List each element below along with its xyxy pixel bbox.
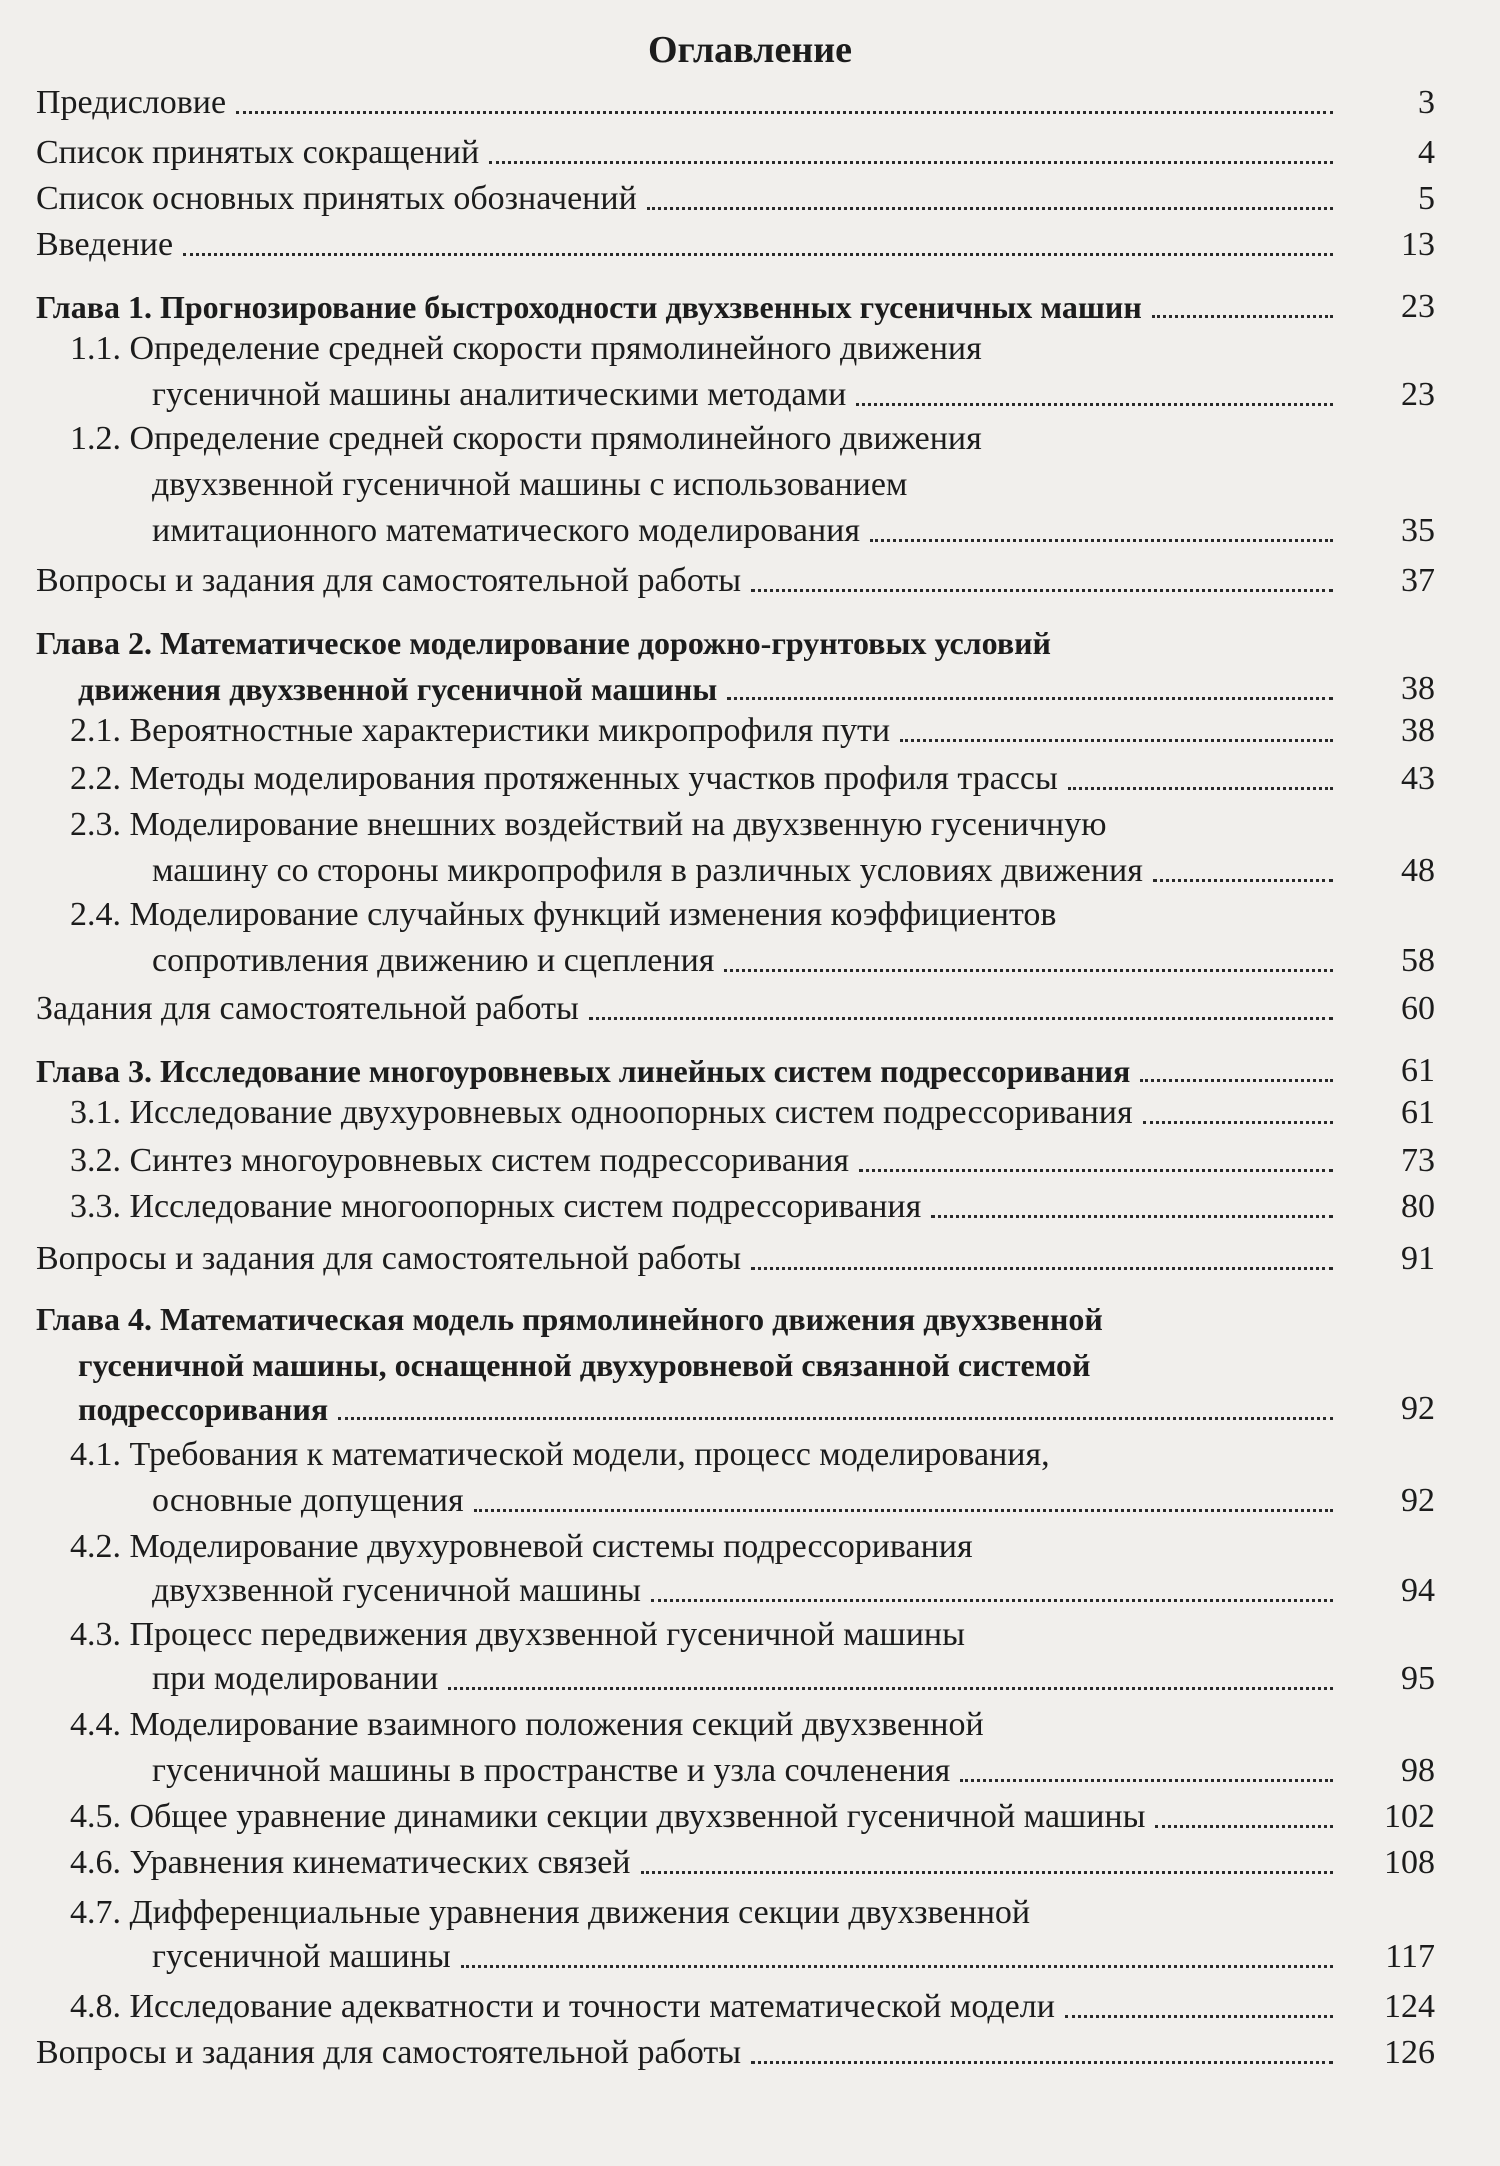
toc-chapter-line [36,284,1345,330]
dot-leader [647,207,1333,210]
toc-entry-line [70,802,1435,848]
toc-page-number: 92 [1401,1390,1435,1427]
toc-page-number: 108 [1384,1844,1435,1881]
toc-page-number: 102 [1384,1798,1435,1835]
toc-page-number: 4 [1418,134,1435,171]
toc-page-number: 92 [1401,1482,1435,1519]
toc-entry-line [152,1568,1345,1614]
toc-page-number: 126 [1384,2034,1435,2071]
toc-entry-text: 3.2. Синтез многоуровневых систем подрессоривания [70,1142,850,1179]
toc-page-number: 95 [1401,1660,1435,1697]
toc-entry-line [70,1702,1435,1748]
dot-leader [474,1509,1333,1512]
toc-page-number: 61 [1401,1094,1435,1131]
toc-entry-text: 4.8. Исследование адекватности и точности математической модели [70,1988,1055,2025]
toc-page-number: 58 [1401,942,1435,979]
toc-entry-text: двухзвенной гусеничной машины с использованием [152,466,908,503]
toc-page-number: 23 [1401,288,1435,325]
toc-entry-line [152,1934,1345,1980]
toc-entry-line [36,176,1345,222]
toc-page-number: 35 [1401,512,1435,549]
toc-entry-line [70,1794,1345,1840]
toc-page-number: 94 [1401,1572,1435,1609]
toc-entry-text: 4.5. Общее уравнение динамики секции двухзвенной гусеничной машины [70,1798,1146,1835]
toc-entry-line [70,1890,1435,1936]
toc-entry-line [70,1840,1345,1886]
toc-entry-line [152,1656,1345,1702]
toc-entry-line [70,892,1435,938]
toc-entry-text: 2.4. Моделирование случайных функций изменения коэффициентов [70,896,1057,933]
dot-leader [724,969,1333,972]
toc-entry-text: 4.7. Дифференциальные уравнения движения секции двухзвенной [70,1894,1031,1931]
dot-leader [931,1215,1333,1218]
toc-entry-text: Введение [36,226,174,263]
toc-entry-text: при моделировании [152,1660,439,1697]
dot-leader [960,1779,1333,1782]
toc-page-number: 3 [1418,84,1435,121]
toc-entry-line [152,1748,1345,1794]
toc-entry-line [36,2030,1345,2076]
toc-entry-text: Предисловие [36,84,227,121]
toc-page-number: 80 [1401,1188,1435,1225]
toc-entry-text: гусеничной машины в пространстве и узла сочленения [152,1752,951,1789]
toc-entry-line [152,938,1345,984]
toc-chapter-line [36,1048,1345,1094]
toc-entry-text: 4.3. Процесс передвижения двухзвенной гусеничной машины [70,1616,965,1653]
toc-entry-text: Глава 4. Математическая модель прямолинейного движения двухзвенной [36,1301,1103,1337]
toc-entry-text: имитационного математического моделирования [152,512,860,549]
toc-page-number: 117 [1385,1938,1435,1975]
toc-entry-text: движения двухзвенной гусеничной машины [78,671,718,707]
toc-entry-text: Вопросы и задания для самостоятельной работы [36,2034,742,2071]
dot-leader [1065,2015,1333,2018]
dot-leader [236,111,1333,114]
toc-entry-line [70,1432,1435,1478]
toc-page-number: 73 [1401,1142,1435,1179]
toc-entry-line [36,1236,1345,1282]
dot-leader [641,1871,1334,1874]
toc-entry-text: 2.1. Вероятностные характеристики микропрофиля пути [70,712,891,749]
toc-entry-line [70,1984,1345,2030]
toc-entry-text: основные допущения [152,1482,464,1519]
toc-page-number: 60 [1401,990,1435,1027]
toc-entry-text: гусеничной машины аналитическими методами [152,376,847,413]
toc-entry-text: Список принятых сокращений [36,134,480,171]
dot-leader [489,161,1333,164]
toc-chapter-line [36,1296,1435,1342]
toc-page-number: 38 [1401,712,1435,749]
toc-page-number: 37 [1401,562,1435,599]
toc-entry-text: 4.1. Требования к математической модели, процесс моделирования, [70,1436,1050,1473]
toc-page-number: 124 [1384,1988,1435,2025]
toc-entry-text: двухзвенной гусеничной машины [152,1572,641,1609]
toc-entry-line [36,558,1345,604]
toc-entry-line [70,326,1435,372]
dot-leader [727,697,1333,700]
toc-entry-text: 2.3. Моделирование внешних воздействий на двухзвенную гусеничную [70,806,1107,843]
toc-entry-text: 4.2. Моделирование двухуровневой системы подрессоривания [70,1528,973,1565]
dot-leader [751,2061,1333,2064]
toc-entry-line [36,130,1345,176]
toc-page-number: 61 [1401,1052,1435,1089]
toc-entry-text: 1.1. Определение средней скорости прямолинейного движения [70,330,982,367]
toc-chapter-line [78,1386,1345,1432]
toc-entry-line [36,80,1345,126]
toc-page-number: 13 [1401,226,1435,263]
toc-entry-line [70,1090,1345,1136]
toc-entry-text: Вопросы и задания для самостоятельной работы [36,1240,742,1277]
toc-entry-text: подрессоривания [78,1391,329,1427]
toc-entry-line [70,416,1435,462]
toc-entry-line [36,986,1345,1032]
dot-leader [856,403,1333,406]
toc-page-number: 38 [1401,670,1435,707]
dot-leader [1153,879,1333,882]
toc-entry-line [70,1184,1345,1230]
page-title: Оглавление [647,29,853,71]
toc-entry-text: 1.2. Определение средней скорости прямолинейного движения [70,420,982,457]
toc-entry-text: Вопросы и задания для самостоятельной работы [36,562,742,599]
toc-entry-text: 3.1. Исследование двухуровневых одноопорных систем подрессоривания [70,1094,1133,1131]
dot-leader [461,1965,1333,1968]
dot-leader [1155,1825,1333,1828]
toc-entry-line [70,1138,1345,1184]
dot-leader [1143,1121,1333,1124]
toc-entry-text: Задания для самостоятельной работы [36,990,579,1027]
toc-entry-line [70,708,1345,754]
dot-leader [1068,787,1333,790]
toc-chapter-line [36,620,1435,666]
toc-entry-text: Глава 2. Математическое моделирование дорожно-грунтовых условий [36,625,1051,661]
toc-entry-text: гусеничной машины [152,1938,451,1975]
toc-entry-line [70,1612,1435,1658]
toc-entry-line [152,462,1435,508]
toc-entry-line [152,508,1345,554]
toc-entry-text: 4.6. Уравнения кинематических связей [70,1844,631,1881]
toc-page-number: 23 [1401,376,1435,413]
dot-leader [183,253,1333,256]
toc-page-number: 91 [1401,1240,1435,1277]
dot-leader [1152,315,1333,318]
dot-leader [651,1599,1333,1602]
toc-entry-text: Глава 3. Исследование многоуровневых линейных систем подрессоривания [36,1053,1131,1089]
toc-chapter-line [78,666,1345,712]
toc-entry-text: гусеничной машины, оснащенной двухуровневой связанной системой [78,1347,1091,1383]
toc-entry-line [152,1478,1345,1524]
toc-entry-line [152,372,1345,418]
dot-leader [1140,1079,1333,1082]
toc-page-number: 43 [1401,760,1435,797]
toc-chapter-line [78,1342,1435,1388]
toc-entry-text: сопротивления движению и сцепления [152,942,715,979]
toc-entry-text: 4.4. Моделирование взаимного положения секций двухзвенной [70,1706,984,1743]
dot-leader [338,1417,1333,1420]
dot-leader [859,1169,1333,1172]
dot-leader [870,539,1333,542]
toc-entry-line [70,1524,1435,1570]
dot-leader [751,1267,1333,1270]
dot-leader [448,1687,1333,1690]
toc-entry-line [152,848,1345,894]
dot-leader [589,1017,1333,1020]
dot-leader [900,739,1333,742]
toc-page-number: 5 [1418,180,1435,217]
toc-entry-line [36,222,1345,268]
toc-entry-text: Глава 1. Прогнозирование быстроходности двухзвенных гусеничных машин [36,289,1142,325]
toc-entry-text: 3.3. Исследование многоопорных систем подрессоривания [70,1188,922,1225]
toc-entry-line [70,756,1345,802]
toc-page-number: 98 [1401,1752,1435,1789]
toc-entry-text: Список основных принятых обозначений [36,180,637,217]
dot-leader [751,589,1333,592]
toc-entry-text: машину со стороны микропрофиля в различных условиях движения [152,852,1143,889]
toc-entry-text: 2.2. Методы моделирования протяженных участков профиля трассы [70,760,1058,797]
toc-page-number: 48 [1401,852,1435,889]
